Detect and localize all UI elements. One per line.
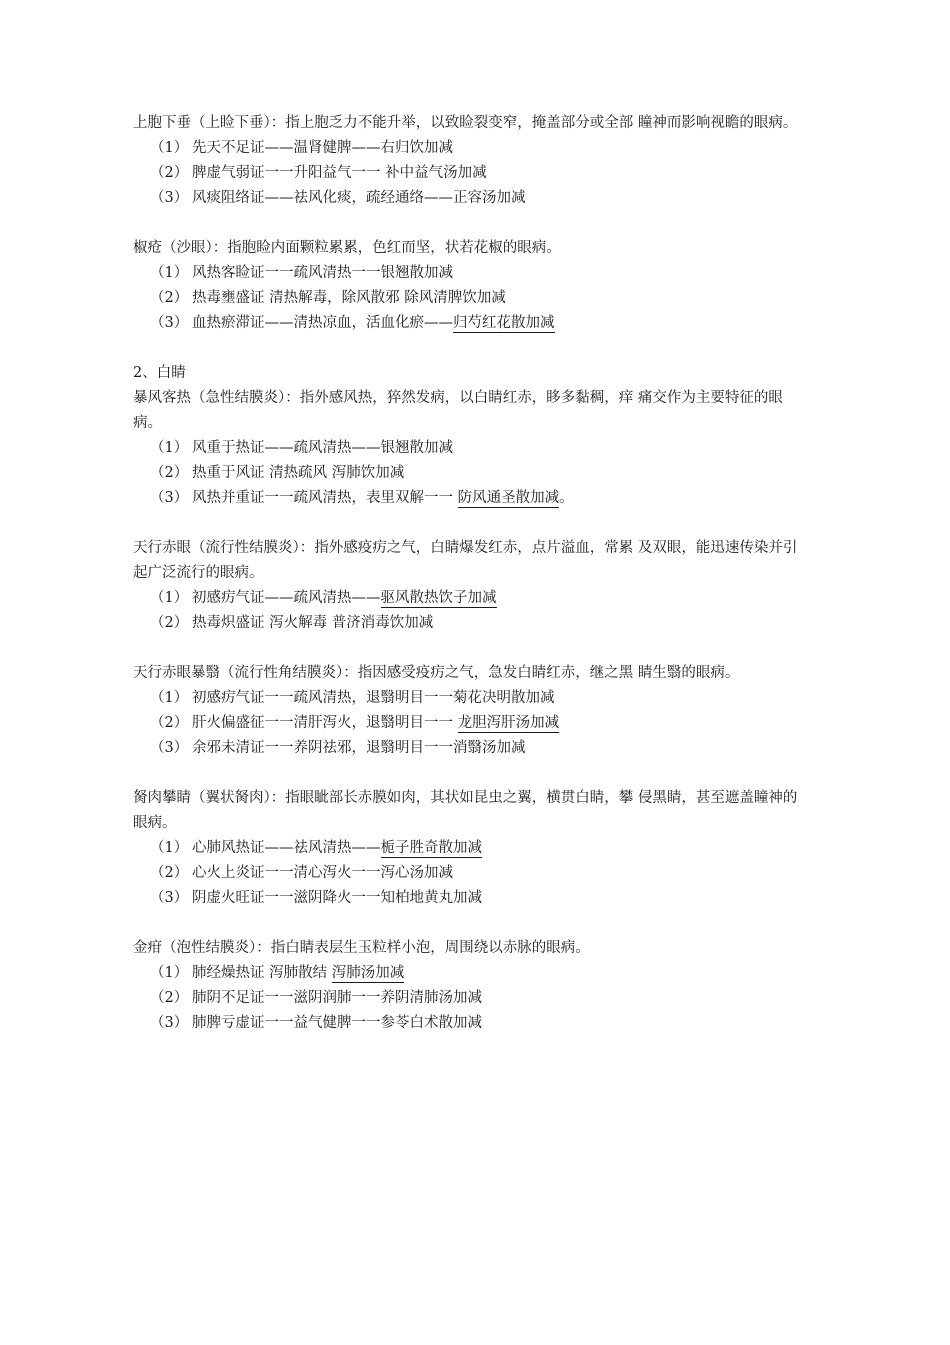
treatment-item <box>133 886 798 911</box>
item-number: （1） <box>150 265 189 281</box>
item-text: 心肺风热证——祛风清热—— <box>192 840 381 856</box>
treatment-item <box>133 861 798 886</box>
treatment-item <box>133 136 798 161</box>
treatment-item <box>133 836 798 861</box>
treatment-item <box>133 486 798 511</box>
item-text: 初感疠气证一一疏风清热，退翳明目一一菊花决明散加减 <box>192 690 555 706</box>
item-number: （3） <box>150 1015 189 1031</box>
disease-description: 上胞下垂（上睑下垂）：指上胞乏力不能升举，以致睑裂变窄，掩盖部分或全部 瞳神而影响视瞻的眼病。 <box>133 115 798 131</box>
underlined-formula: 归芍红花散加减 <box>453 315 555 331</box>
treatment-item <box>133 286 798 311</box>
disease-description: 暴风客热（急性结膜炎）：指外感风热，猝然发病，以白睛红赤，眵多黏稠，痒 痛交作为主要特征的眼病。 <box>133 390 783 431</box>
item-text: 热毒壅盛证 清热解毒，除风散邪 除风清脾饮加减 <box>192 290 506 306</box>
item-number: （2） <box>150 165 189 181</box>
item-text: 初感疠气证——疏风清热—— <box>192 590 381 606</box>
item-tail: 。 <box>559 490 574 506</box>
disease-section <box>133 361 798 511</box>
item-text: 热重于风证 清热疏风 泻肺饮加减 <box>192 465 405 481</box>
item-number: （2） <box>150 990 189 1006</box>
treatment-item <box>133 736 798 761</box>
disease-section <box>133 536 798 636</box>
section-heading: 2、白睛 <box>133 365 186 381</box>
treatment-item <box>133 961 798 986</box>
item-text: 先天不足证——温肾健脾——右归饮加减 <box>192 140 453 156</box>
disease-section <box>133 936 798 1036</box>
disease-description: 天行赤眼暴翳（流行性角结膜炎）：指因感受疫疠之气，急发白睛红赤，继之黑 睛生翳的眼病。 <box>133 665 740 681</box>
treatment-item <box>133 436 798 461</box>
treatment-item <box>133 186 798 211</box>
treatment-item <box>133 161 798 186</box>
treatment-item <box>133 311 798 336</box>
treatment-item <box>133 686 798 711</box>
underlined-formula: 龙胆泻肝汤加减 <box>457 715 560 731</box>
underlined-formula: 防风通圣散加减 <box>457 490 560 506</box>
item-text: 血热瘀滞证——清热凉血，活血化瘀—— <box>192 315 453 331</box>
underlined-formula: 驱风散热饮子加减 <box>380 590 497 606</box>
disease-description: 金疳（泡性结膜炎）：指白睛表层生玉粒样小泡，周围绕以赤脉的眼病。 <box>133 940 590 956</box>
disease-section <box>133 786 798 911</box>
treatment-item <box>133 461 798 486</box>
treatment-item <box>133 986 798 1011</box>
treatment-item <box>133 611 798 636</box>
item-number: （3） <box>150 315 189 331</box>
item-number: （2） <box>150 615 189 631</box>
item-text: 风痰阻络证——祛风化痰，疏经通络——正容汤加减 <box>192 190 526 206</box>
item-text: 肺阴不足证一一滋阴润肺一一养阴清肺汤加减 <box>192 990 482 1006</box>
disease-section <box>133 111 798 211</box>
treatment-item <box>133 1011 798 1036</box>
item-number: （2） <box>150 865 189 881</box>
item-number: （2） <box>150 715 189 731</box>
item-text: 肝火偏盛征一一清肝泻火，退翳明目一一 <box>192 715 458 731</box>
item-text: 肺经燥热证 泻肺散结 <box>192 965 332 981</box>
item-number: （3） <box>150 740 189 756</box>
item-text: 风热客睑证一一疏风清热一一银翘散加减 <box>192 265 453 281</box>
item-text: 肺脾亏虚证一一益气健脾一一参苓白术散加减 <box>192 1015 482 1031</box>
item-text: 热毒炽盛证 泻火解毒 普济消毒饮加减 <box>192 615 434 631</box>
document-body <box>133 111 798 1061</box>
underlined-formula: 栀子胜奇散加减 <box>380 840 482 856</box>
disease-description: 胬肉攀睛（翼状胬肉）：指眼眦部长赤膜如肉，其状如昆虫之翼，横贯白睛，攀 侵黑睛，甚至遮盖瞳神的眼病。 <box>133 790 798 831</box>
disease-section <box>133 661 798 761</box>
item-number: （2） <box>150 290 189 306</box>
item-text: 风重于热证——疏风清热——银翘散加减 <box>192 440 453 456</box>
item-text: 余邪未清证一一养阴祛邪，退翳明目一一消翳汤加减 <box>192 740 526 756</box>
underlined-formula: 泻肺汤加减 <box>331 965 405 981</box>
disease-section <box>133 236 798 336</box>
disease-description: 椒疮（沙眼）：指胞睑内面颗粒累累，色红而坚，状若花椒的眼病。 <box>133 240 561 256</box>
item-number: （1） <box>150 840 189 856</box>
item-number: （1） <box>150 690 189 706</box>
item-number: （1） <box>150 440 189 456</box>
disease-description: 天行赤眼（流行性结膜炎）：指外感疫疠之气，白睛爆发红赤，点片溢血，常累 及双眼，能迅速传染并引起广泛流行的眼病。 <box>133 540 798 581</box>
item-number: （3） <box>150 890 189 906</box>
item-text: 风热并重证一一疏风清热，表里双解一一 <box>192 490 458 506</box>
treatment-item <box>133 261 798 286</box>
item-number: （1） <box>150 140 189 156</box>
treatment-item <box>133 711 798 736</box>
item-number: （1） <box>150 965 189 981</box>
item-number: （2） <box>150 465 189 481</box>
item-number: （3） <box>150 190 189 206</box>
item-text: 阴虚火旺证一一滋阴降火一一知柏地黄丸加减 <box>192 890 482 906</box>
item-text: 脾虚气弱证一一升阳益气一一 补中益气汤加减 <box>192 165 487 181</box>
item-number: （1） <box>150 590 189 606</box>
item-number: （3） <box>150 490 189 506</box>
item-text: 心火上炎证一一清心泻火一一泻心汤加减 <box>192 865 453 881</box>
treatment-item <box>133 586 798 611</box>
